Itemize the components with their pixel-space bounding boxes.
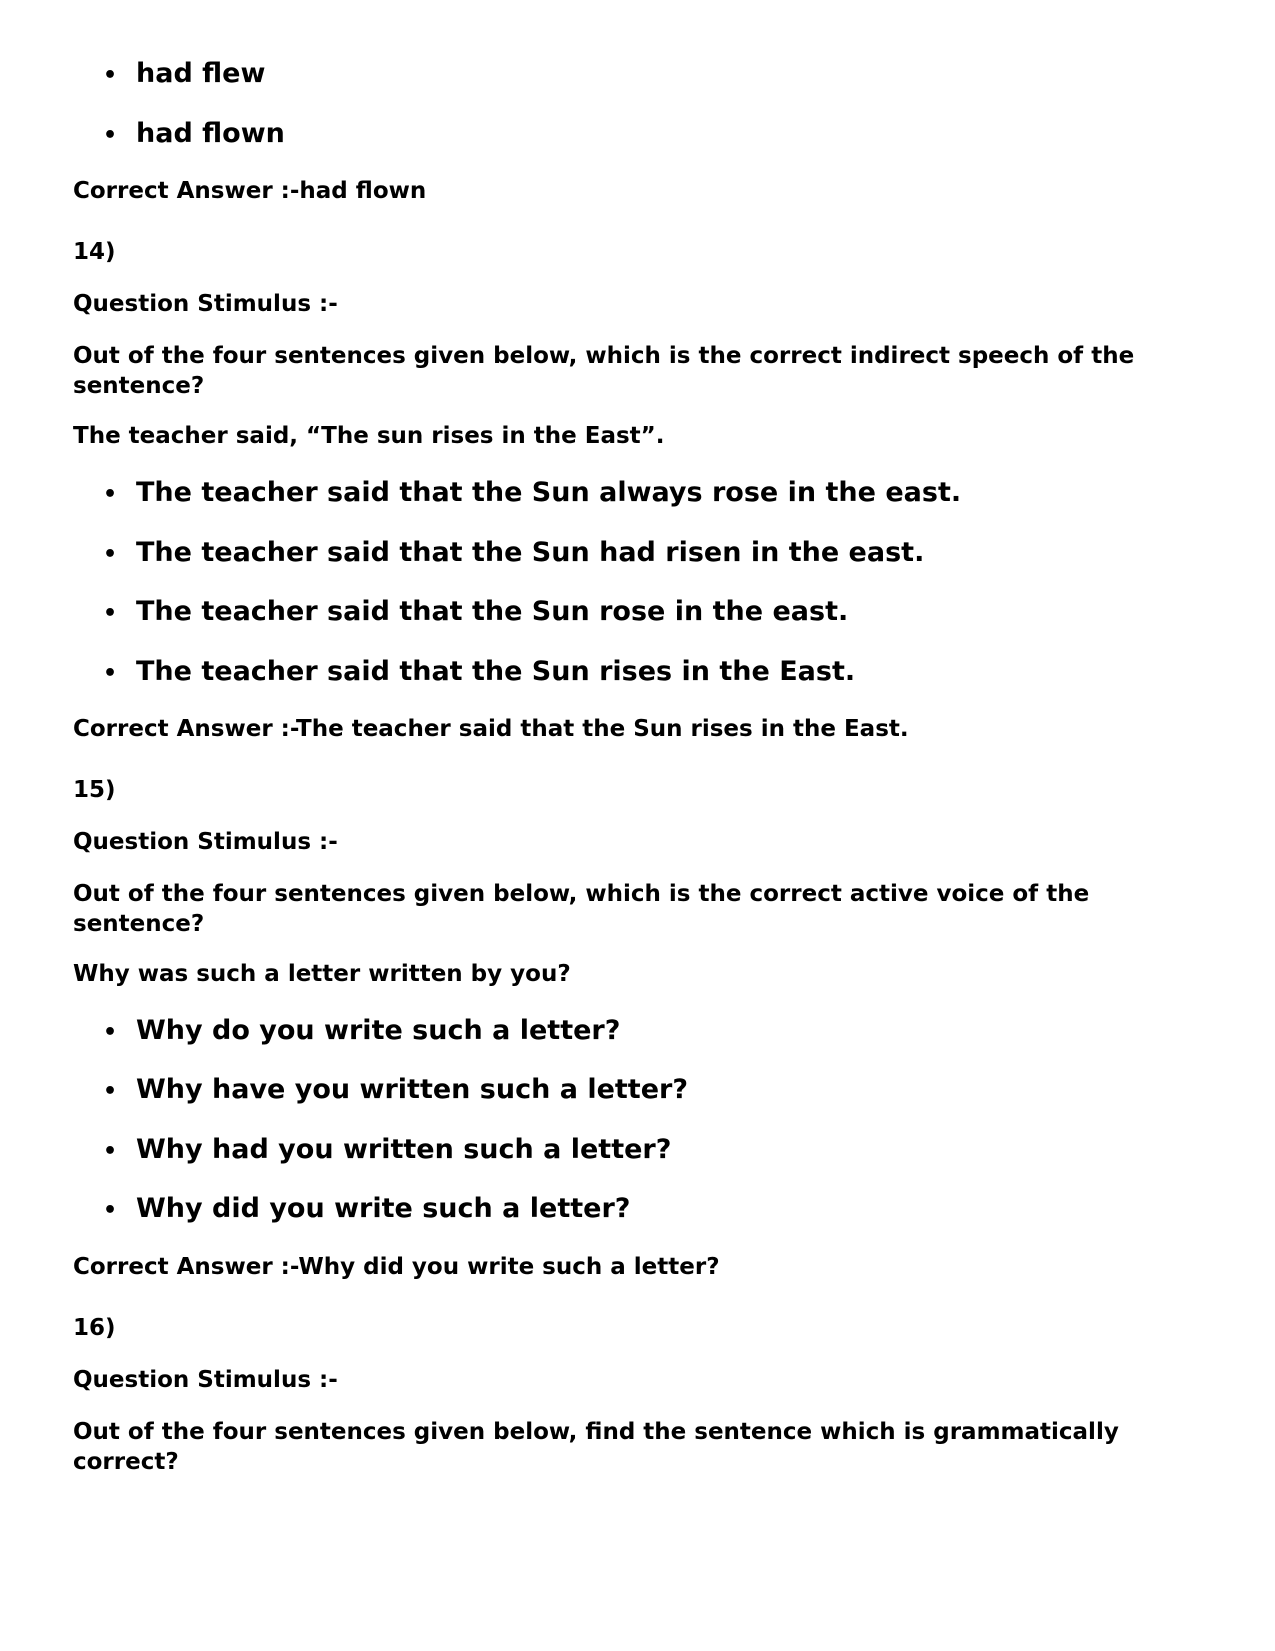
bullet-icon: • [103,63,118,88]
option-text: The teacher said that the Sun rises in the East. [136,656,856,687]
bullet-icon: • [103,1020,118,1045]
bullet-icon: • [103,123,118,148]
question-sentence: Why was such a letter written by you? [73,961,571,987]
option-item [103,476,961,512]
option-item [103,1133,671,1169]
bullet-icon: • [103,542,118,567]
option-item [103,655,855,691]
bullet-icon: • [103,1198,118,1223]
option-item [103,117,285,153]
question-text: Out of the four sentences given below, find the sentence which is grammatically correct? [73,1419,1119,1475]
option-text: had flown [136,118,285,149]
question-sentence: The teacher said, “The sun rises in the East”. [73,423,665,449]
question-text: Out of the four sentences given below, which is the correct active voice of the sentence? [73,881,1090,937]
option-item [103,1192,630,1228]
option-text: The teacher said that the Sun always rose in the east. [136,477,962,508]
bullet-icon: • [103,661,118,686]
question-number: 15) [73,777,116,803]
question-number: 16) [73,1315,116,1341]
option-text: Why do you write such a letter? [136,1015,621,1046]
bullet-icon: • [103,482,118,507]
option-text: Why have you written such a letter? [136,1074,688,1105]
stimulus-label: Question Stimulus :- [73,829,338,855]
option-item [103,57,265,93]
option-item [103,1073,688,1109]
option-text: The teacher said that the Sun rose in the east. [136,596,849,627]
option-item [103,1014,620,1050]
bullet-icon: • [103,601,118,626]
bullet-icon: • [103,1139,118,1164]
question-text: Out of the four sentences given below, which is the correct indirect speech of the sentence? [73,343,1135,399]
stimulus-label: Question Stimulus :- [73,291,338,317]
option-text: Why did you write such a letter? [136,1193,631,1224]
correct-answer: Correct Answer :-Why did you write such a letter? [73,1254,720,1280]
question-number: 14) [73,239,116,265]
correct-answer: Correct Answer :-had flown [73,178,427,204]
option-item [103,595,848,631]
option-item [103,536,924,572]
option-text: had flew [136,58,266,89]
correct-answer: Correct Answer :-The teacher said that the Sun rises in the East. [73,716,909,742]
stimulus-label: Question Stimulus :- [73,1367,338,1393]
option-text: The teacher said that the Sun had risen in the east. [136,537,925,568]
bullet-icon: • [103,1079,118,1104]
option-text: Why had you written such a letter? [136,1134,672,1165]
